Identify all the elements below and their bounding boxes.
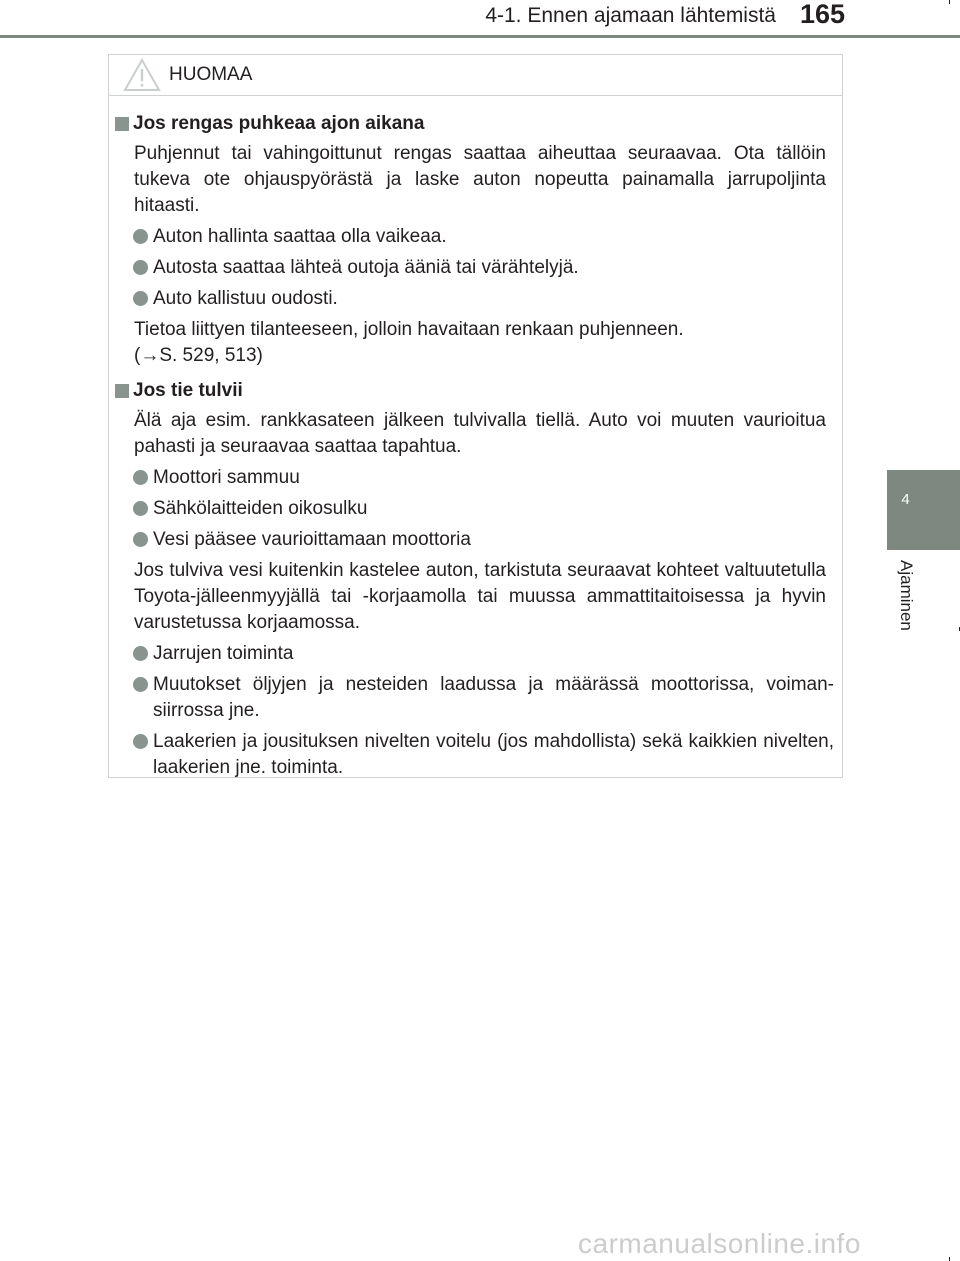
list-item <box>153 496 834 522</box>
warning-content <box>109 111 842 786</box>
crop-mark-right-top <box>949 0 950 4</box>
list-item-text: Muutokset öljyjen ja nesteiden laadussa ja määrässä moottorissa, voimansiirrossa jne. <box>153 674 834 721</box>
list-item-text: Moottori sammuu <box>153 467 300 488</box>
warning-triangle-icon <box>123 58 161 92</box>
list-item <box>153 224 834 250</box>
round-bullet-icon <box>133 291 148 306</box>
page-number: 165 <box>800 0 846 29</box>
paragraph: Jos tulviva vesi kuitenkin kastelee auton, tarkistuta seuraavat kohteet valtuutetulla Toyota-jälleenmyyjällä tai -korjaamolla tai muussa ammattitaitoisessa ja hyvin varustetussa korjaamossa. <box>134 560 826 633</box>
warning-title: HUOMAA <box>169 64 253 85</box>
paragraph: Älä aja esim. rankkasateen jälkeen tulvivalla tiellä. Auto voi muuten vaurioitua pahasti ja seuraavaa saattaa tapahtua. <box>134 410 826 457</box>
section-heading-text: Jos rengas puhkeaa ajon aikana <box>133 113 425 134</box>
chapter-number: 4 <box>901 491 910 508</box>
list-item <box>153 255 834 281</box>
round-bullet-icon <box>133 646 148 661</box>
warning-box <box>108 54 843 778</box>
paragraph: Puhjennut tai vahingoittunut rengas saattaa aiheuttaa seuraavaa. Ota tällöin tukeva ote ohjauspyörästä ja laske auton nopeutta painamalla jarrupoljinta hitaasti. <box>134 143 826 216</box>
section-heading-flat-tire <box>109 111 842 137</box>
paragraph-line: Tietoa liittyen tilanteeseen, jolloin havaitaan renkaan puhjenneen. <box>134 319 684 340</box>
list-item <box>153 641 834 667</box>
round-bullet-icon <box>133 532 148 547</box>
chapter-label: Ajaminen <box>897 560 916 631</box>
section-title: 4-1. Ennen ajamaan lähtemistä <box>485 4 776 27</box>
list-item <box>153 527 834 553</box>
round-bullet-icon <box>133 734 148 749</box>
paragraph <box>134 317 826 369</box>
page-reference-link[interactable]: (→S. 529, 513) <box>134 345 263 366</box>
square-bullet-icon <box>115 384 129 398</box>
watermark: carmanualsonline.info <box>578 1228 861 1259</box>
list-item <box>153 465 834 491</box>
round-bullet-icon <box>133 229 148 244</box>
chapter-tab[interactable] <box>887 470 960 550</box>
round-bullet-icon <box>133 677 148 692</box>
list-item-text: Autosta saattaa lähteä outoja ääniä tai värähtelyjä. <box>153 257 579 278</box>
list-item <box>153 729 834 781</box>
round-bullet-icon <box>133 260 148 275</box>
warning-header <box>109 55 842 96</box>
round-bullet-icon <box>133 501 148 516</box>
list-item-text: Auton hallinta saattaa olla vaikeaa. <box>153 226 447 247</box>
list-item-text: Sähkölaitteiden oikosulku <box>153 498 368 519</box>
crop-mark-right-bottom <box>949 1257 950 1261</box>
section-heading-text: Jos tie tulvii <box>133 380 243 401</box>
list-item <box>153 286 834 312</box>
list-item-text: Auto kallistuu oudosti. <box>153 288 338 309</box>
list-item-text: Jarrujen toiminta <box>153 643 294 664</box>
round-bullet-icon <box>133 470 148 485</box>
list-item <box>153 672 834 724</box>
list-item-text: Vesi pääsee vaurioittamaan moottoria <box>153 529 471 550</box>
list-item-text: Laakerien ja jousituksen nivelten voitelu (jos mahdollista) sekä kaikkien nivelten, laakerien jne. toiminta. <box>153 731 834 778</box>
header-divider <box>0 35 960 38</box>
section-heading-flooded-road <box>109 378 842 404</box>
square-bullet-icon <box>115 117 129 131</box>
